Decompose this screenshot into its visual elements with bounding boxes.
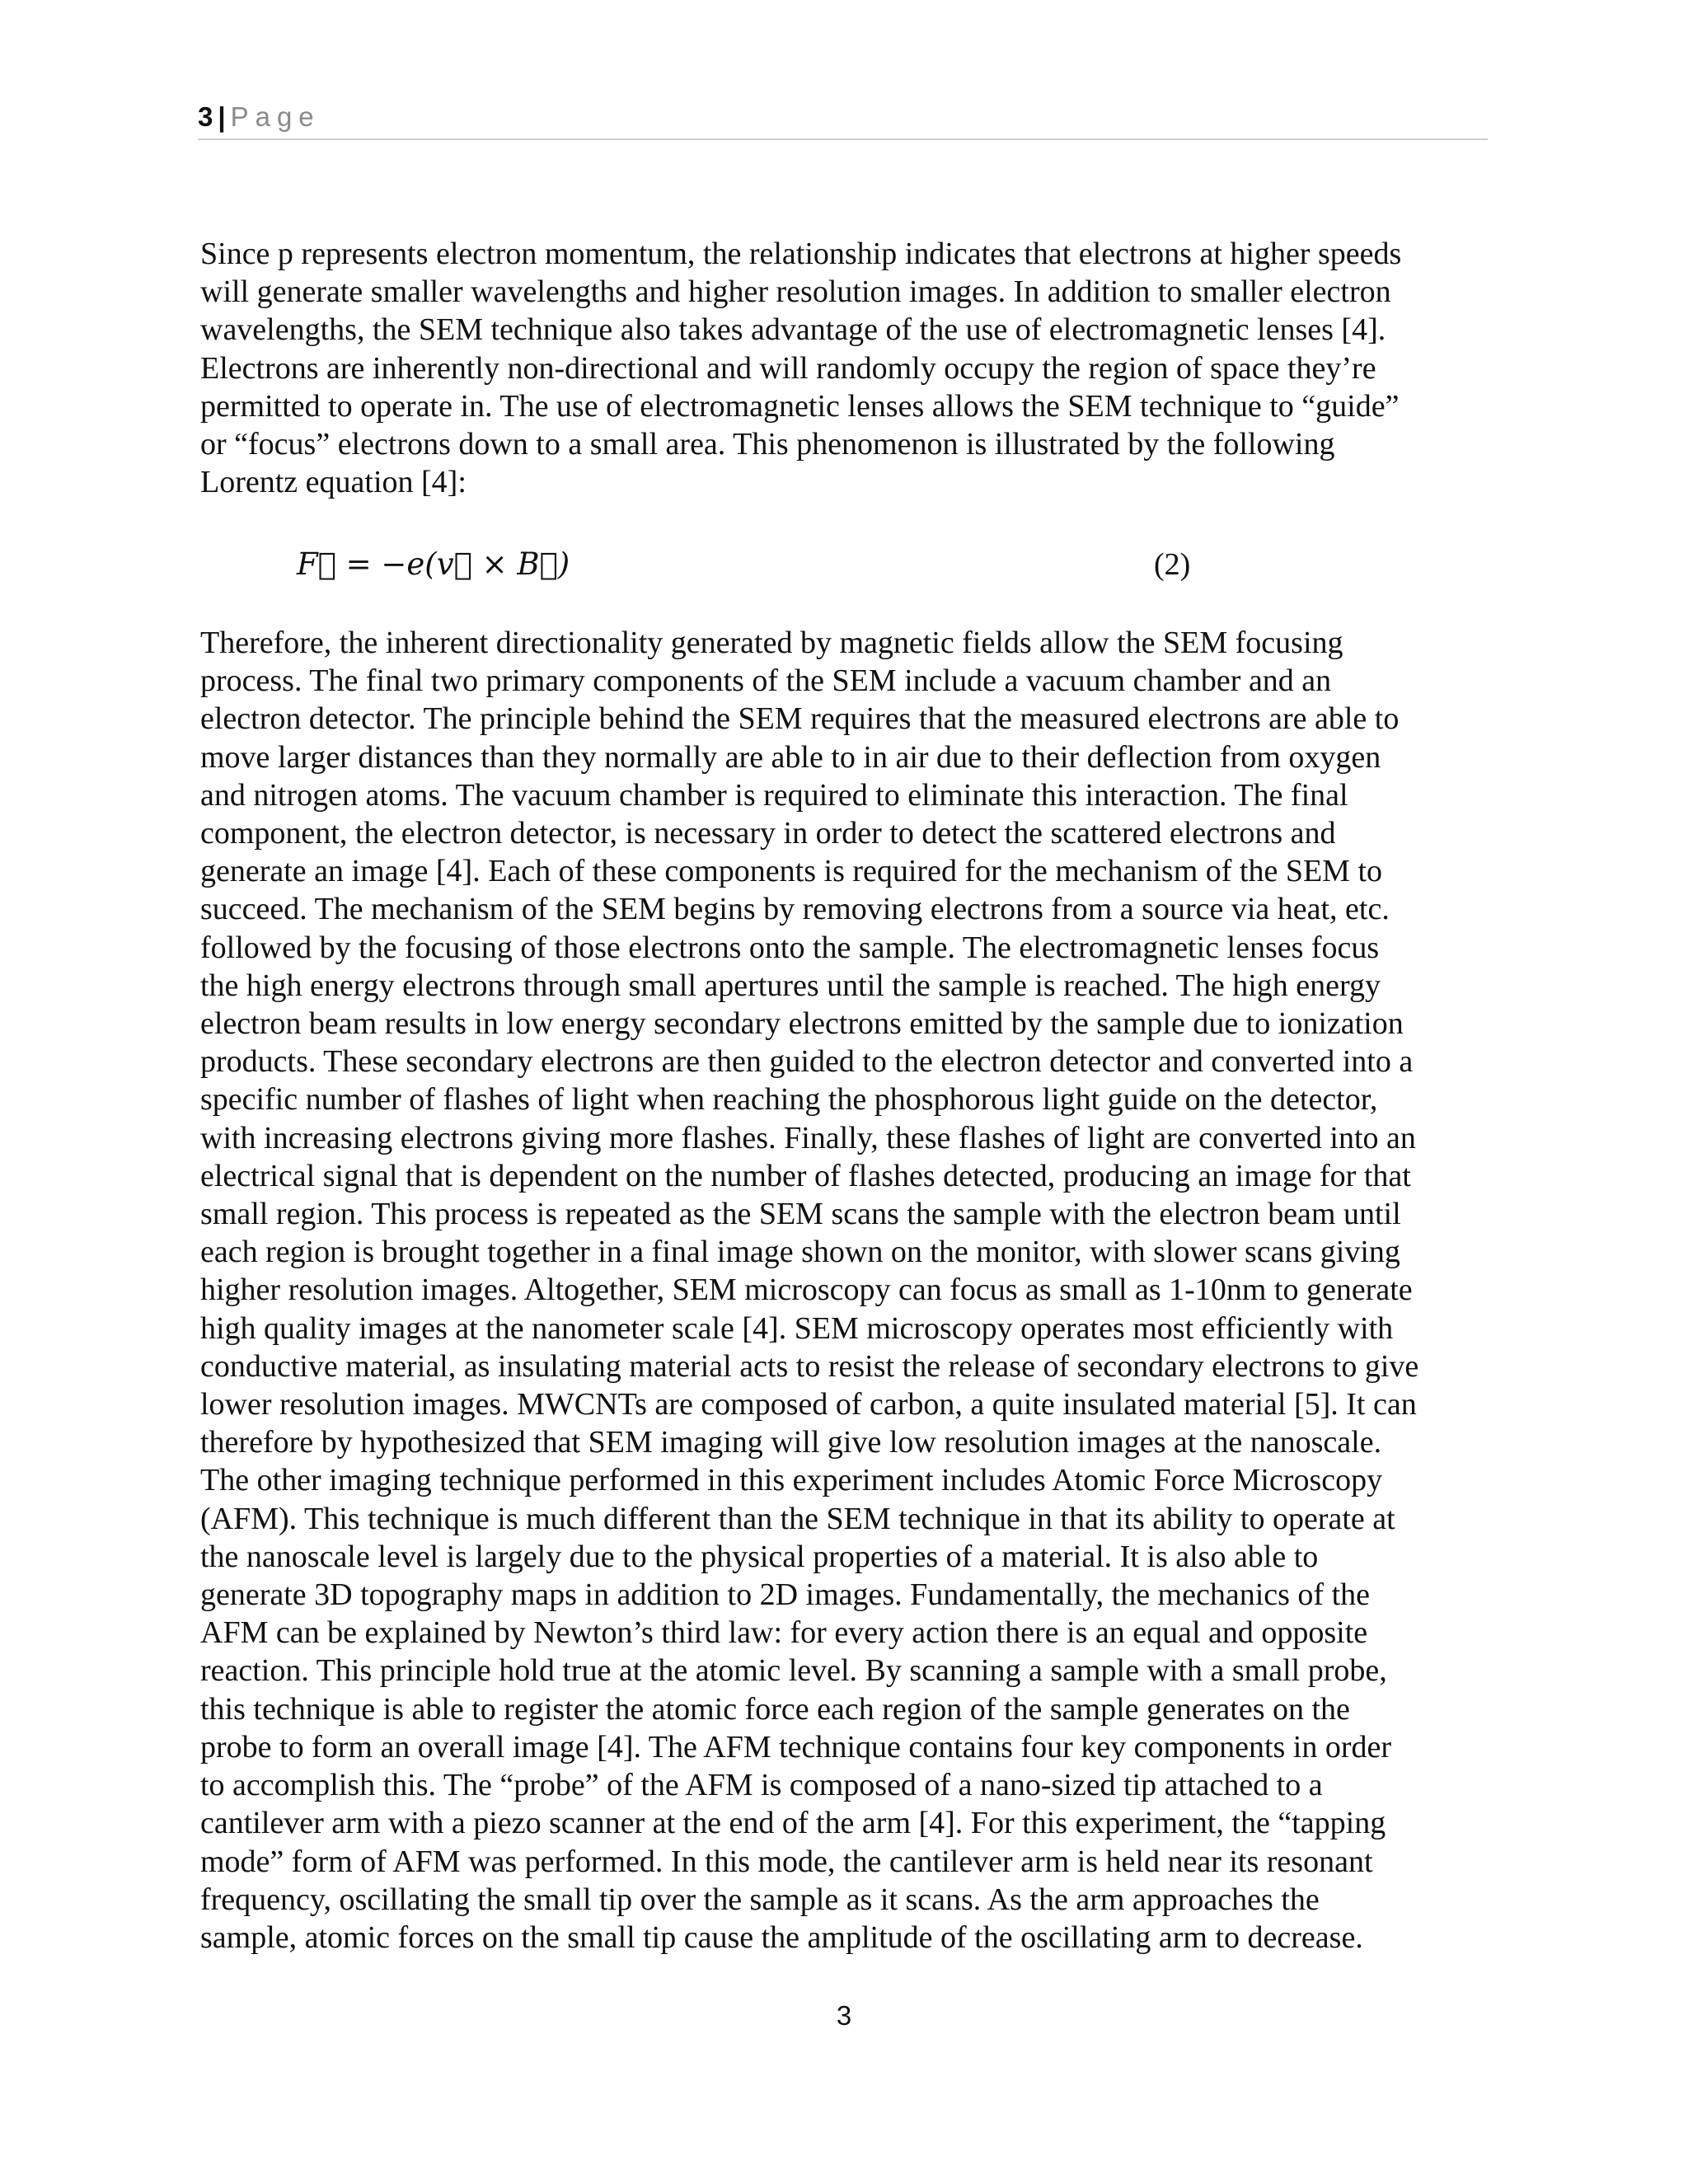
text-line: Since p represents electron momentum, the relationship indicates that electrons at higher speeds: [200, 237, 1402, 271]
text-line: each region is brought together in a final image shown on the monitor, with slower scans giving: [200, 1235, 1400, 1270]
text-line: specific number of flashes of light when reaching the phosphorous light guide on the detector,: [200, 1082, 1378, 1118]
text-line: (AFM). This technique is much different than the SEM technique in that its ability to operate at: [200, 1501, 1395, 1536]
text-line: electron detector. The principle behind the SEM requires that the measured electrons are able to: [200, 701, 1400, 737]
text-line: frequency, oscillating the small tip over the sample as it scans. As the arm approaches the: [200, 1882, 1320, 1917]
text-line: electrical signal that is dependent on the number of flashes detected, producing an image for that: [200, 1158, 1411, 1193]
text-line: conductive material, as insulating material acts to resist the release of secondary electrons to give: [200, 1348, 1419, 1384]
paragraph-sem-afm: [200, 624, 1494, 1957]
lorentz-equation: [297, 544, 1203, 585]
page-header: [198, 96, 1488, 140]
text-line: component, the electron detector, is necessary in order to detect the scattered electrons and: [200, 816, 1336, 851]
text-line: Therefore, the inherent directionality generated by magnetic fields allow the SEM focusing: [200, 626, 1343, 660]
text-line: succeed. The mechanism of the SEM begins by removing electrons from a source via heat, etc.: [200, 892, 1390, 927]
text-line: the nanoscale level is largely due to the physical properties of a material. It is also able to: [200, 1539, 1319, 1574]
equation-expression: F⃗ = −e(v⃗ × B⃗): [297, 546, 570, 582]
text-line: with increasing electrons giving more flashes. Finally, these flashes of light are converted into an: [200, 1120, 1416, 1155]
text-line: to accomplish this. The “probe” of the AFM is composed of a nano-sized tip attached to a: [200, 1768, 1323, 1803]
header-page-word: Page: [230, 101, 321, 132]
text-line: small region. This process is repeated as the SEM scans the sample with the electron beam until: [200, 1197, 1401, 1232]
text-line: process. The final two primary components of the SEM include a vacuum chamber and an: [200, 663, 1332, 699]
text-line: reaction. This principle hold true at the atomic level. By scanning a sample with a small probe,: [200, 1653, 1387, 1689]
text-line: high quality images at the nanometer scale [4]. SEM microscopy operates most efficiently with: [200, 1310, 1394, 1346]
text-line: AFM can be explained by Newton’s third law: for every action there is an equal and opposite: [200, 1615, 1368, 1651]
text-line: followed by the focusing of those electrons onto the sample. The electromagnetic lenses focus: [200, 930, 1380, 965]
text-line: generate 3D topography maps in addition to 2D images. Fundamentally, the mechanics of the: [200, 1577, 1371, 1613]
equation-number: (2): [1154, 547, 1191, 582]
header-separator: |: [218, 101, 226, 132]
text-line: products. These secondary electrons are then guided to the electron detector and converted into a: [200, 1044, 1414, 1080]
text-line: mode” form of AFM was performed. In this mode, the cantilever arm is held near its resonant: [200, 1844, 1373, 1879]
text-line: electron beam results in low energy secondary electrons emitted by the sample due to ionization: [200, 1006, 1404, 1042]
header-page-number: 3: [198, 101, 213, 132]
paragraph-intro: [200, 235, 1494, 501]
footer-page-number: 3: [836, 2000, 852, 2031]
text-line: will generate smaller wavelengths and higher resolution images. In addition to smaller electron: [200, 274, 1391, 310]
text-line: sample, atomic forces on the small tip cause the amplitude of the oscillating arm to decrease.: [200, 1919, 1363, 1955]
text-line: generate an image [4]. Each of these components is required for the mechanism of the SEM to: [200, 854, 1383, 889]
text-line: probe to form an overall image [4]. The AFM technique contains four key components in order: [200, 1729, 1392, 1765]
text-line: or “focus” electrons down to a small area. This phenomenon is illustrated by the following: [200, 427, 1335, 462]
text-line: Lorentz equation [4]:: [200, 465, 467, 500]
text-line: lower resolution images. MWCNTs are composed of carbon, a quite insulated material [5]. It can: [200, 1387, 1417, 1422]
text-line: cantilever arm with a piezo scanner at the end of the arm [4]. For this experiment, the “tapping: [200, 1806, 1386, 1841]
text-line: this technique is able to register the atomic force each region of the sample generates on the: [200, 1691, 1350, 1727]
text-line: and nitrogen atoms. The vacuum chamber is required to eliminate this interaction. The final: [200, 777, 1348, 813]
text-line: the high energy electrons through small apertures until the sample is reached. The high energy: [200, 968, 1381, 1003]
text-line: permitted to operate in. The use of electromagnetic lenses allows the SEM technique to “guide”: [200, 388, 1400, 424]
text-line: Electrons are inherently non-directional and will randomly occupy the region of space they’re: [200, 350, 1376, 386]
text-line: higher resolution images. Altogether, SEM microscopy can focus as small as 1-10nm to generate: [200, 1272, 1413, 1308]
text-line: move larger distances than they normally are able to in air due to their deflection from oxygen: [200, 739, 1381, 775]
page-footer: [0, 2000, 1688, 2032]
text-line: wavelengths, the SEM technique also takes advantage of the use of electromagnetic lenses [4].: [200, 312, 1386, 348]
text-line: therefore by hypothesized that SEM imaging will give low resolution images at the nanoscale.: [200, 1425, 1382, 1460]
text-line: The other imaging technique performed in this experiment includes Atomic Force Microscopy: [200, 1463, 1383, 1498]
